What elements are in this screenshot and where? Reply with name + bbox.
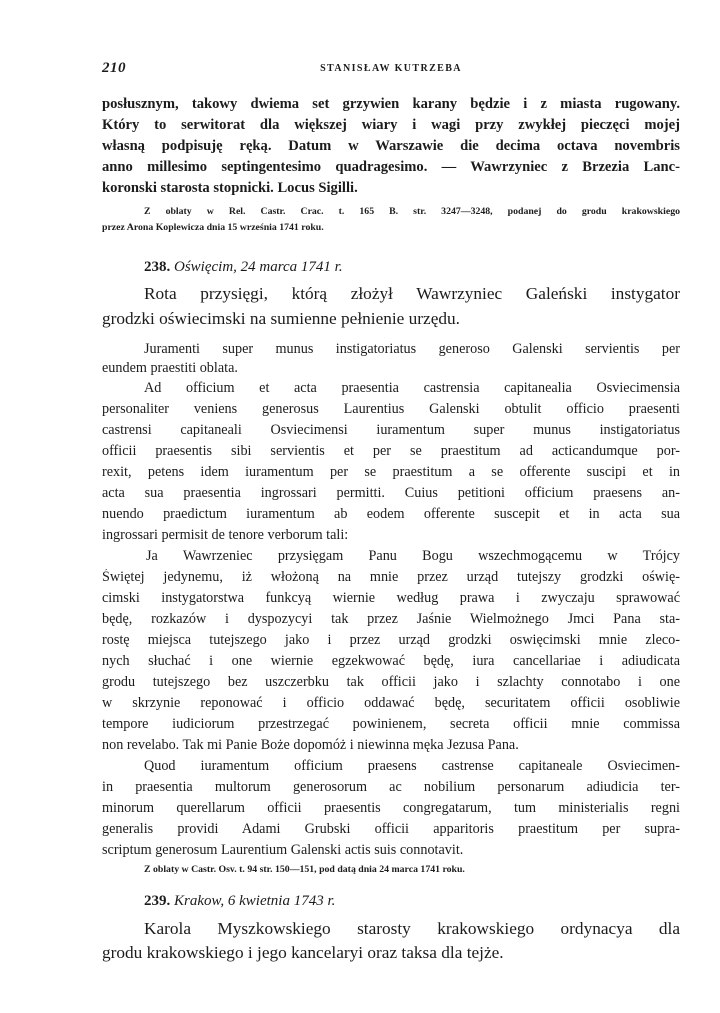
text-line: generalis providi Adami Grubski officii apparitoris praestitum per supra- [102, 821, 680, 837]
entry-heading [102, 259, 680, 276]
text-line: eundem praestiti oblata. [102, 360, 238, 376]
entry-number: 238. [144, 259, 171, 275]
entry-place-date: Krakow, 6 kwietnia 1743 r. [174, 893, 336, 909]
text-line: castrensi capitaneali Osviecimensi iuramentum super munus instigatoriatus [102, 422, 680, 438]
oath-line: grodu tutejszego bez uszczerbku tak officii jako i szlachty connotabo i one [102, 674, 680, 690]
text-line: anno millesimo septingentesimo quadragesimo. — Wawrzyniec z Brzezia Lanc- [102, 159, 680, 175]
oath-line: Ja Wawrzeniec przysięgam Panu Bogu wszechmogącemu w Trójcy [146, 548, 680, 564]
oath-line: tempore iudiciorum przestrzegać powinienem, secreta officii mnie commissa [102, 716, 680, 732]
source-note: Z oblaty w Castr. Osv. t. 94 str. 150—151, pod datą dnia 24 marca 1741 roku. [144, 864, 465, 875]
text-line: Który to serwitorat dla większej wiary i wagi przy zwykłej pieczęci mojej [102, 117, 680, 133]
oath-line: będę, rozkazów i dyspozycyi tak przez Jaśnie Wielmożnego Jmci Pana sta- [102, 611, 680, 627]
entry-title-line: Karola Myszkowskiego starosty krakowskiego ordynacya dla [144, 919, 680, 938]
page-header [102, 60, 680, 80]
source-note: przez Arona Koplewicza dnia 15 września 1741 roku. [102, 222, 324, 233]
entry-place-date: Oświęcim, 24 marca 1741 r. [174, 259, 343, 275]
text-line: Ad officium et acta praesentia castrensia capitanealia Osviecimensia [144, 380, 680, 396]
oath-line: non revelabo. Tak mi Panie Boże dopomóż i niewinna męka Jezusa Pana. [102, 737, 519, 753]
oath-line: cimski instygatorstwa funkcyą wiernie według prawa i zwyczaju sprawować [102, 590, 680, 606]
text-line: własną podpisuję ręką. Datum w Warszawie die decima octava novembris [102, 138, 680, 154]
oath-line: rostę miejsca tutejszego jako i przez urząd grodzki oswięcimski mnie zleco- [102, 632, 680, 648]
text-line: rexit, petens idem iuramentum per se praestitum a se offerente suscipi et in [102, 464, 680, 480]
text-line: Juramenti super munus instigatoriatus generoso Galenski servientis per [144, 341, 680, 357]
entry-title-line: grodzki oświecimski na sumienne pełnienie urzędu. [102, 309, 461, 328]
entry-title-line: grodu krakowskiego i jego kancelaryi oraz taksa dla tejże. [102, 943, 504, 962]
text-line: officii praesentis sibi servientis et per se praestitum ad acticandumque por- [102, 443, 680, 459]
entry-number: 239. [144, 893, 171, 909]
text-line: personaliter veniens generosus Laurentius Galenski obtulit officio praesenti [102, 401, 680, 417]
text-line: acta sua praesentia ingrossari permitti. Cuius petitioni officium praesens an- [102, 485, 680, 501]
oath-line: w skrzynie reponować i officio oddawać będę, securitatem officii osobliwie [102, 695, 680, 711]
page-number: 210 [102, 60, 126, 76]
text-line: posłusznym, takowy dwiema set grzywien karany będzie i z miasta rugowany. [102, 96, 680, 112]
text-line: nuendo praedictum iuramentum ab eodem offerente suscepit et in acta sua [102, 506, 680, 522]
oath-line: Świętej jedynemu, iż włożoną na mnie przez urząd tutejszy grodzki oświę- [102, 569, 680, 585]
text-line: Quod iuramentum officium praesens castrense capitaneale Osviecimen- [144, 758, 680, 774]
entry-title-line: Rota przysięgi, którą złożył Wawrzyniec Galeński instygator [144, 284, 680, 303]
text-line: koronski starosta stopnicki. Locus Sigilli. [102, 180, 358, 196]
running-head: STANISŁAW KUTRZEBA [320, 63, 462, 74]
entry-heading [102, 893, 680, 910]
text-line: in praesentia multorum generosorum ac nobilium personarum adiudicia ter- [102, 779, 680, 795]
source-note: Z oblaty w Rel. Castr. Crac. t. 165 B. str. 3247—3248, podanej do grodu krakowskiego [144, 206, 680, 217]
text-line: minorum querellarum officii praesentis congregatarum, tum ministerialis regni [102, 800, 680, 816]
text-line: scriptum generosum Laurentium Galenski actis suis connotavit. [102, 842, 464, 858]
oath-line: nych słuchać i one wiernie egzekwować będę, iura cancellariae i adiudicata [102, 653, 680, 669]
text-line: ingrossari permisit de tenore verborum tali: [102, 527, 349, 543]
